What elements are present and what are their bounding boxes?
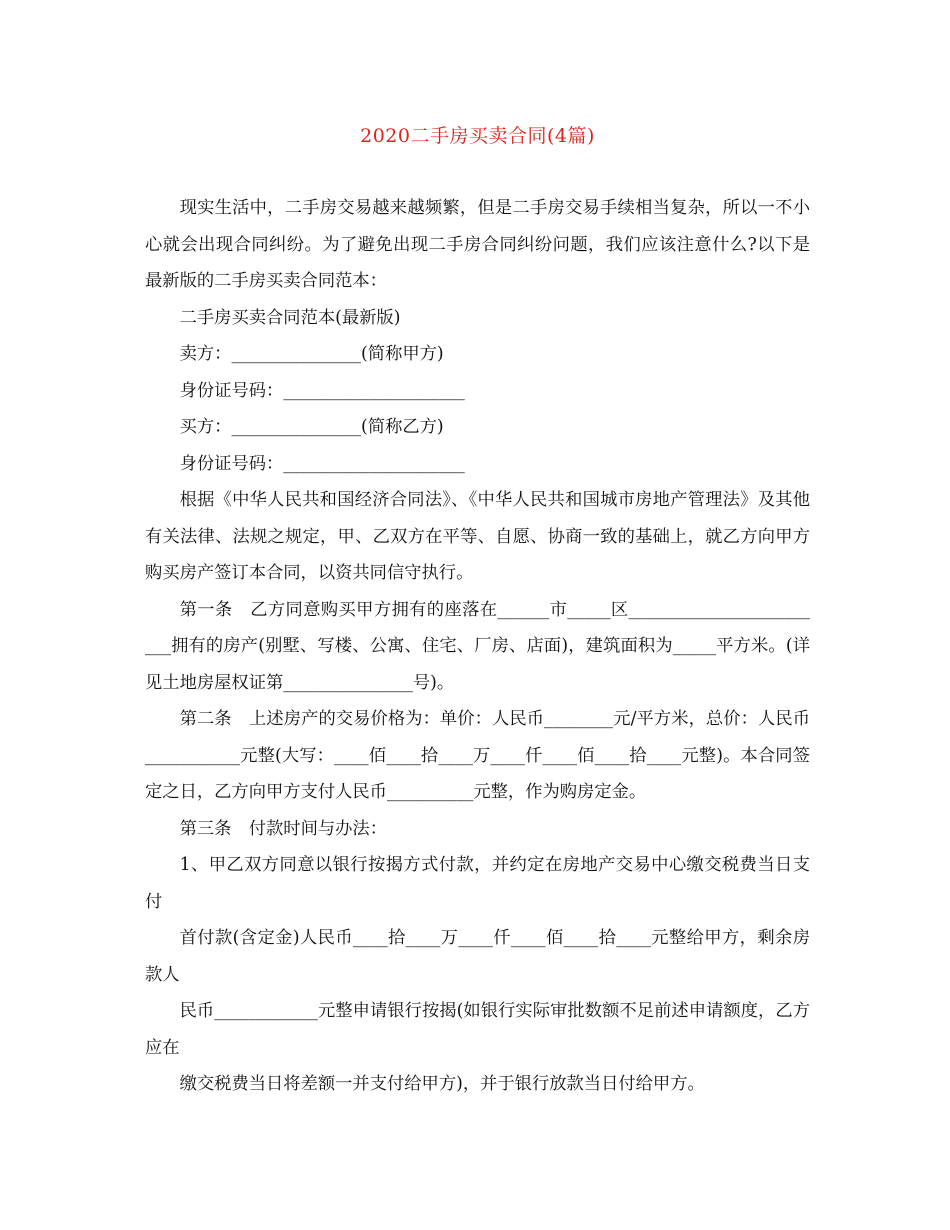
paragraph-template-heading: 二手房买卖合同范本(最新版) bbox=[179, 307, 401, 328]
paragraph-intro: 现实生活中，二手房交易越来越频繁，但是二手房交易手续相当复杂，所以一不小心就会出现合同纠纷。为了避免出现二手房合同纠纷问题，我们应该注意什么?以下是最新版的二手房买卖合同范本： bbox=[145, 198, 810, 291]
paragraph-article-3: 第三条 付款时间与办法： bbox=[179, 818, 387, 839]
paragraph-down-payment: 首付款(含定金)人民币____拾____万____仟____佰____拾____元整给甲方，剩余房款人 bbox=[145, 928, 810, 985]
paragraph-seller: 卖方：_______________(简称甲方) bbox=[179, 344, 444, 364]
document-page bbox=[145, 116, 810, 1103]
paragraph-legal-basis: 根据《中华人民共和国经济合同法》、《中华人民共和国城市房地产管理法》及其他有关法律、法规之规定，甲、乙双方在平等、自愿、协商一致的基础上，就乙方向甲方购买房产签订本合同，以资共同信守执行。 bbox=[145, 490, 810, 583]
paragraph-buyer: 买方：_______________(简称乙方) bbox=[179, 417, 444, 437]
paragraph-buyer-id: 身份证号码：_____________________ bbox=[179, 453, 465, 474]
paragraph-payment-1: 1、甲乙双方同意以银行按揭方式付款，并约定在房地产交易中心缴交税费当日支付 bbox=[145, 855, 810, 912]
paragraph-tax-day: 缴交税费当日将差额一并支付给甲方)，并于银行放款当日付给甲方。 bbox=[179, 1074, 705, 1094]
paragraph-article-1: 第一条 乙方同意购买甲方拥有的座落在______市_____区________________________拥有的房产(别墅、写楼、公寓、住宅、厂房、店面)，建筑面积为_____平方米。(详见土地房屋权证第_______________号)。 bbox=[145, 599, 810, 693]
paragraph-mortgage: 民币____________元整申请银行按揭(如银行实际审批数额不足前述申请额度，乙方应在 bbox=[145, 1001, 810, 1058]
paragraph-article-2: 第二条 上述房产的交易价格为：单价：人民币________元/平方米，总价：人民币___________元整(大写：____佰____拾____万____仟____佰____拾____元整)。本合同签定之日，乙方向甲方支付人民币__________元整，作为购房定金。 bbox=[145, 709, 810, 802]
document-title: 2020二手房买卖合同(4篇) bbox=[360, 125, 595, 147]
paragraph-seller-id: 身份证号码：_____________________ bbox=[179, 380, 465, 401]
